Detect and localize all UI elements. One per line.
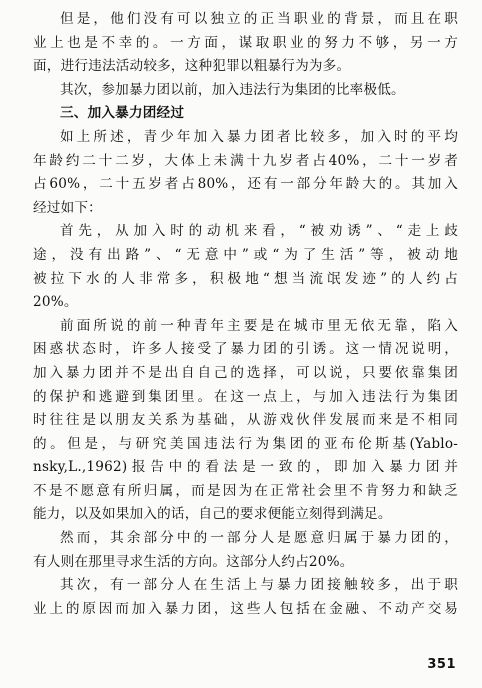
text-line: 其次，参加暴力团以前，加入违法行为集团的比率极低。	[60, 81, 405, 98]
text-line: 如上所述，青少年加入暴力团者比较多，加入时的平均	[60, 128, 458, 145]
text-line: 的。但是，与研究美国违法行为集团的亚布伦斯基(Yablo-	[33, 435, 458, 452]
text-line: 能力，以及如果加入的话，自己的要求便能立刻得到满足。	[33, 506, 392, 523]
text-line: 有人则在那里寻求生活的方向。这部分人约占20%。	[33, 553, 354, 570]
text-line: 加入暴力团并不是出自自己的选择，可以说，只要依靠集团	[33, 364, 458, 381]
text-line: 途，没有出路”、“无意中”或“为了生活”等，被动地	[33, 246, 458, 263]
text-line: 然而，其余部分中的一部分人是愿意归属于暴力团的，	[60, 530, 458, 547]
text-line: 时往往是以朋友关系为基础，从游戏伙伴发展而来是不相同	[33, 412, 458, 429]
text-line: 困惑状态时，许多人接受了暴力团的引诱。这一情况说明，	[33, 341, 458, 358]
text-line: 经过如下：	[33, 199, 102, 216]
text-line: 但是，他们没有可以独立的正当职业的背景，而且在职	[60, 11, 458, 27]
text-line: nsky,L.,1962)报告中的看法是一致的，即加入暴力团并	[33, 459, 458, 476]
body-text	[33, 8, 458, 621]
text-line: 业上也是不幸的。一方面，谋取职业的努力不够，另一方	[33, 34, 458, 51]
text-line: 其次，有一部分人在生活上与暴力团接触较多，出于职	[60, 577, 458, 594]
text-line: 面，进行违法活动较多，这种犯罪以粗暴行为为多。	[33, 58, 351, 75]
text-line: 占60%，二十五岁者占80%，还有一部分年龄大的。其加入	[33, 176, 458, 193]
text-line: 首先，从加入时的动机来看，“被劝诱”、“走上歧	[60, 223, 458, 240]
text-line: 的保护和逃避到集团里。在这一点上，与加入违法行为集团	[33, 388, 458, 405]
text-line: 年龄约二十二岁，大体上未满十九岁者占40%，二十一岁者	[33, 152, 458, 169]
text-line: 不是不愿意有所归属，而是因为在正常社会里不肯努力和缺乏	[33, 482, 458, 499]
text-line: 业上的原因而加入暴力团，这些人包括在金融、不动产交易	[33, 600, 458, 617]
page-number: 351	[427, 657, 456, 672]
section-heading: 三、加入暴力团经过	[60, 105, 185, 122]
text-line: 前面所说的前一种青年主要是在城市里无依无靠，陷入	[60, 317, 458, 334]
text-line: 被拉下水的人非常多，积极地“想当流氓发迹”的人约占	[33, 270, 458, 287]
text-line: 20%。	[33, 294, 78, 311]
